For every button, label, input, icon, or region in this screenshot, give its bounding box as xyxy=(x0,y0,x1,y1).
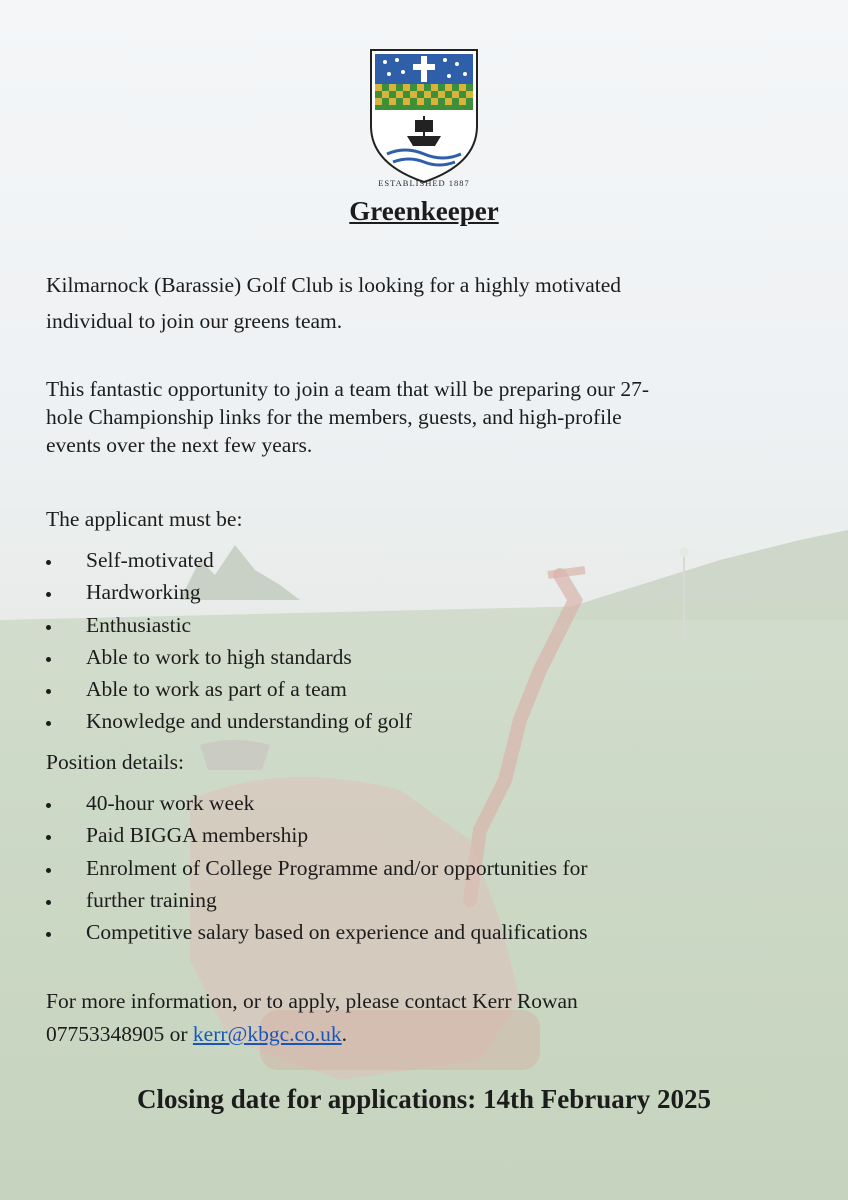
list-item: Able to work as part of a team xyxy=(46,673,412,705)
list-item: Self-motivated xyxy=(46,544,412,576)
established-text: ESTABLISHED 1887 xyxy=(378,178,470,188)
requirements-label: The applicant must be: xyxy=(46,507,243,531)
list-item: Enthusiastic xyxy=(46,609,412,641)
list-item: Knowledge and understanding of golf xyxy=(46,705,412,737)
intro-line: individual to join our greens team. xyxy=(46,309,343,333)
contact-end: . xyxy=(341,1022,348,1046)
opportunity-paragraph xyxy=(46,375,806,459)
list-item: Able to work to high standards xyxy=(46,641,412,673)
list-item: 40-hour work week xyxy=(46,787,588,819)
contact-phone: 07753348905 or xyxy=(46,1022,193,1046)
closing-date: Closing date for applications: 14th February 2025 xyxy=(136,1084,711,1114)
club-crest-logo xyxy=(367,46,481,186)
list-item: Competitive salary based on experience and qualifications xyxy=(46,916,588,948)
list-item: Enrolment of College Programme and/or opportunities for xyxy=(46,852,588,884)
page-title: Greenkeeper xyxy=(349,196,499,226)
intro-line: Kilmarnock (Barassie) Golf Club is looking for a highly motivated xyxy=(46,273,622,297)
list-item: Paid BIGGA membership xyxy=(46,819,588,851)
intro-paragraph xyxy=(46,267,806,339)
opportunity-line: hole Championship links for the members, guests, and high-profile xyxy=(46,405,622,429)
position-list xyxy=(46,787,588,948)
email-link[interactable]: kerr@kbgc.co.uk xyxy=(192,1022,342,1046)
list-item: further training xyxy=(46,884,588,916)
contact-paragraph xyxy=(46,985,578,1051)
position-label: Position details: xyxy=(46,750,184,774)
contact-line: For more information, or to apply, please contact Kerr Rowan xyxy=(46,989,578,1013)
opportunity-line: This fantastic opportunity to join a team that will be preparing our 27- xyxy=(46,377,650,401)
list-item: Hardworking xyxy=(46,576,412,608)
requirements-list xyxy=(46,544,412,738)
opportunity-line: events over the next few years. xyxy=(46,433,313,457)
